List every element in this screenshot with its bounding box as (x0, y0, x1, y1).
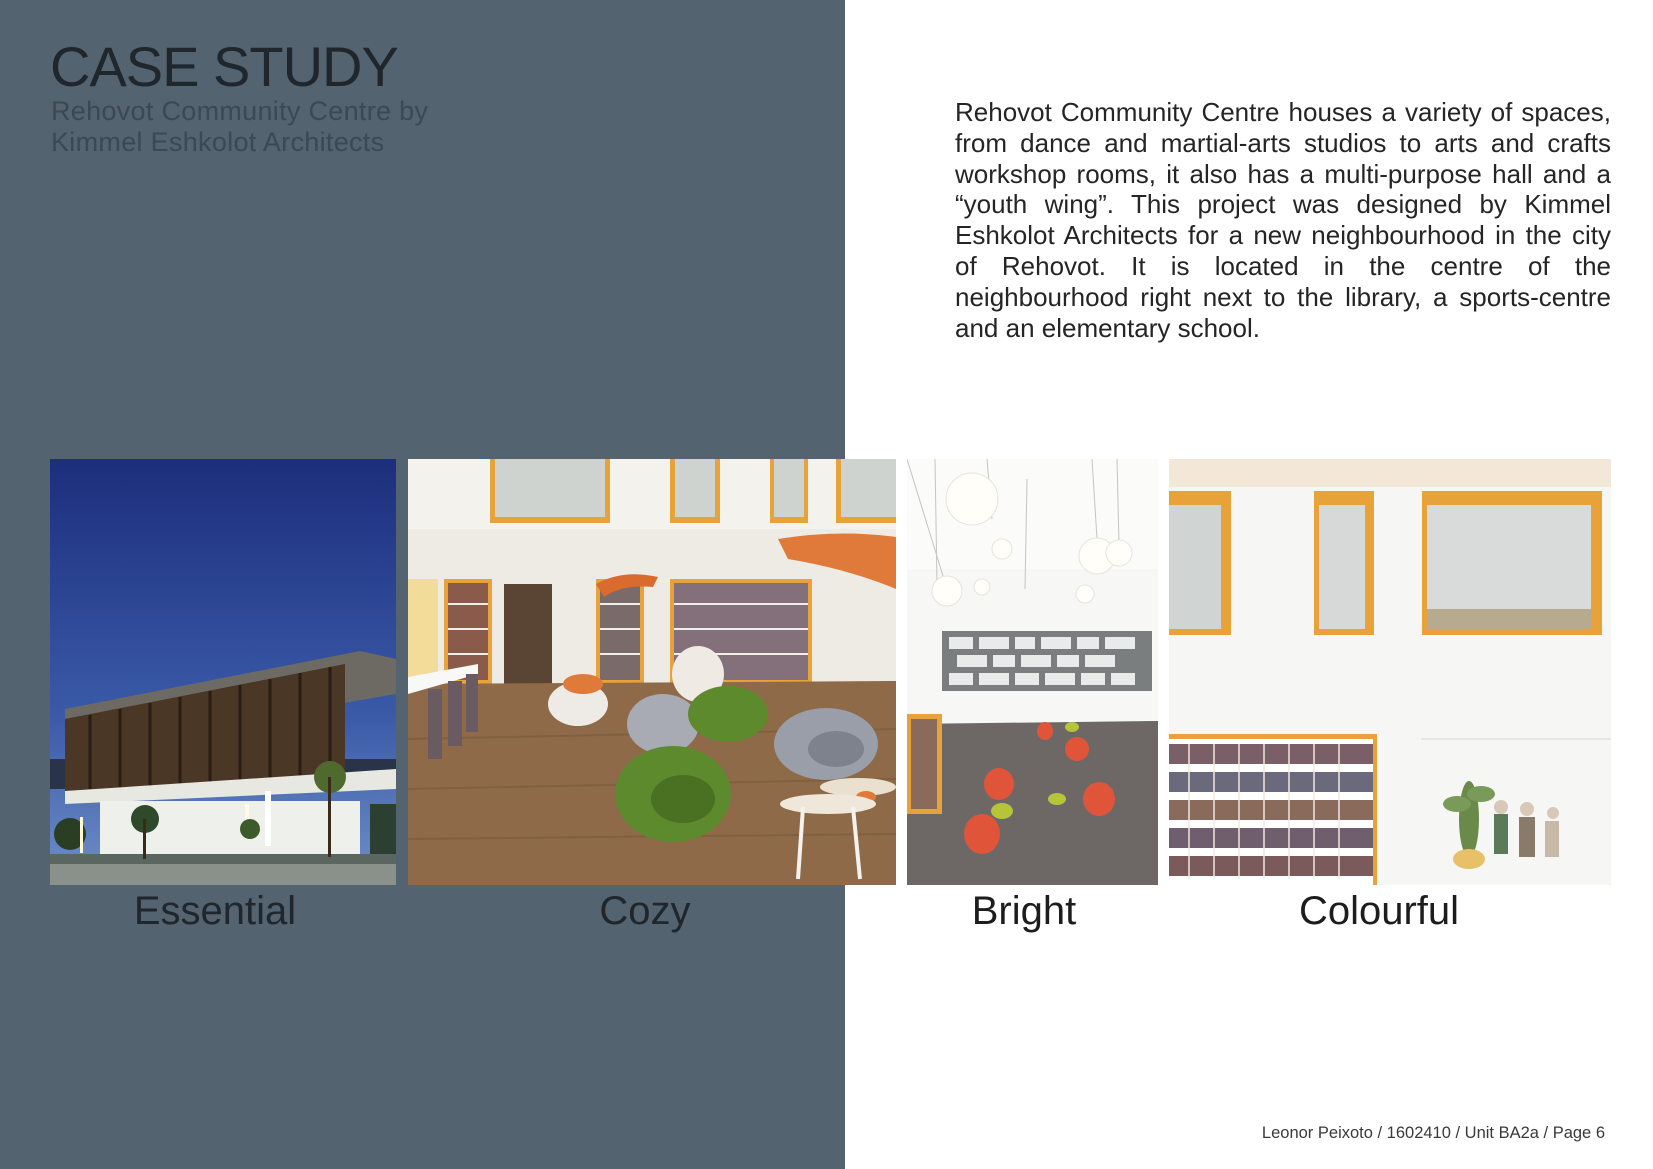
subtitle-line-1: Rehovot Community Centre by (51, 96, 429, 126)
photo-interior-bright-room (907, 459, 1158, 885)
caption-colourful: Colourful (1298, 889, 1460, 933)
caption-essential: Essential (133, 889, 297, 933)
subtitle-line-2: Kimmel Eshkolot Architects (51, 127, 385, 157)
project-description: Rehovot Community Centre houses a variety of spaces, from dance and martial-arts studios to arts and crafts workshop rooms, it also has a multi-purpose hall and a “youth wing”. This project was designed by Kimmel Eshkolot Architects for a new neighbourhood in the city of Rehovot. It is located in the centre of the neighbourhood right next to the library, a sports-centre and an elementary school. (955, 97, 1611, 343)
caption-bright: Bright (971, 889, 1077, 933)
page-subtitle (51, 96, 428, 158)
photo-interior-lounge (408, 459, 896, 885)
page-title: CASE STUDY (50, 35, 398, 98)
caption-cozy: Cozy (599, 889, 691, 933)
photo-exterior-building (50, 459, 396, 885)
page-footer: Leonor Peixoto / 1602410 / Unit BA2a / Page 6 (1261, 1124, 1605, 1142)
photo-interior-colourful-wall (1169, 459, 1611, 885)
